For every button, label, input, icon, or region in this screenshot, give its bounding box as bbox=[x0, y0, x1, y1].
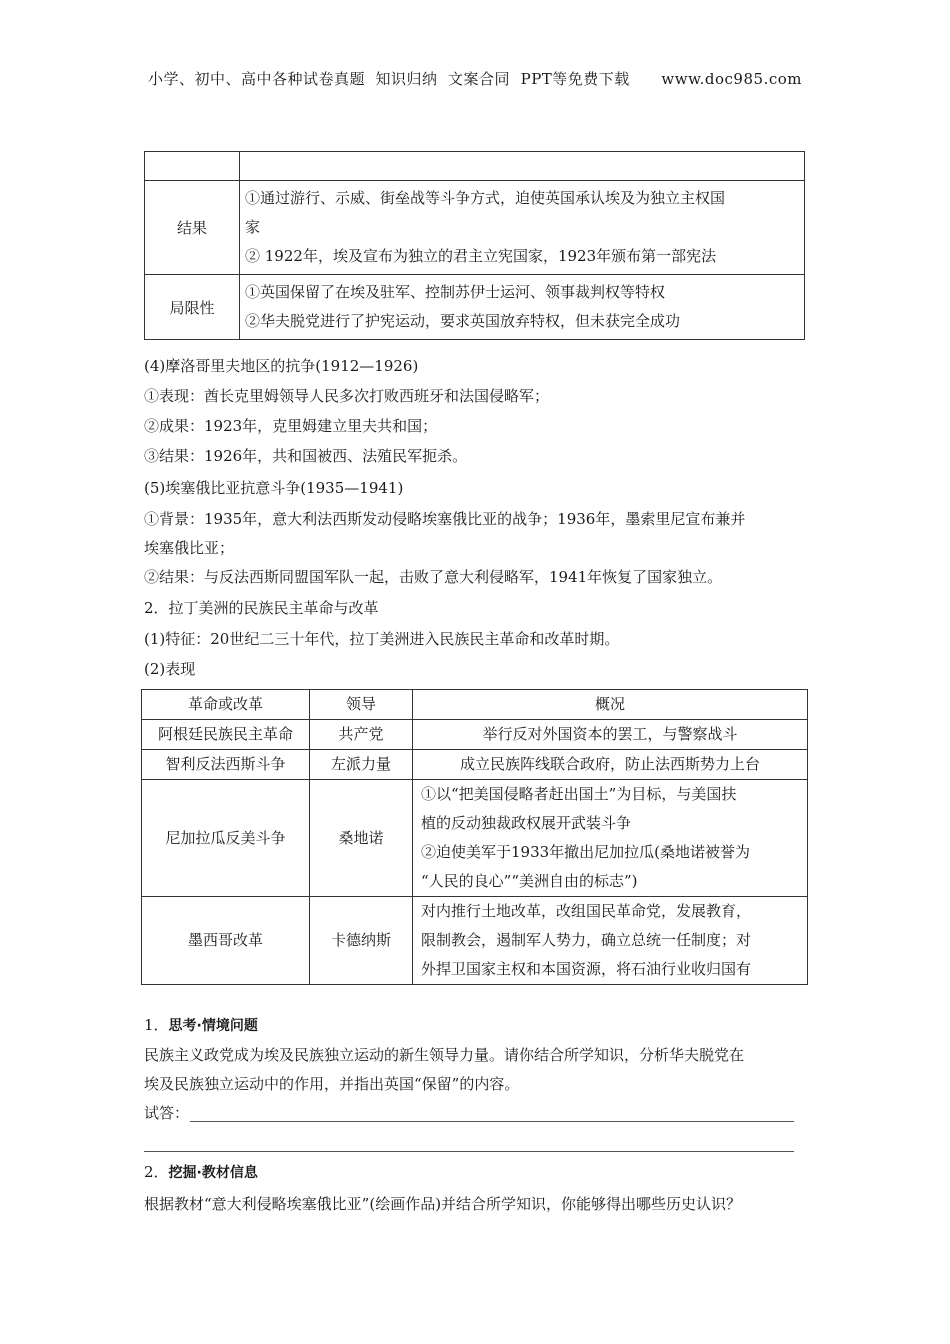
column-header: 概况 bbox=[413, 690, 808, 720]
cell-line: ②华夫脱党进行了护宪运动，要求英国放弃特权，但未获完全成功 bbox=[245, 312, 681, 330]
table-cell: 桑地诺 bbox=[310, 780, 413, 897]
question-title: 挖掘·教材信息 bbox=[168, 1165, 258, 1181]
table-cell bbox=[145, 152, 240, 181]
cell-line: ② 1922年，埃及宣布为独立的君主立宪国家，1923年颁布第一部宪法 bbox=[245, 247, 717, 265]
list-item: ①背景：1935年，意大利法西斯发动侵略埃塞俄比亚的战争；1936年，墨索里尼宣布兼并 bbox=[144, 510, 746, 528]
table-cell: 举行反对外国资本的罢工，与警察战斗 bbox=[413, 720, 808, 750]
table-cell: 共产党 bbox=[310, 720, 413, 750]
table-row bbox=[145, 152, 805, 181]
paragraph: 民族主义政党成为埃及民族独立运动的新生领导力量。请你结合所学知识，分析华夫脱党在 bbox=[144, 1046, 745, 1064]
column-header: 革命或改革 bbox=[142, 690, 310, 720]
cell-line: 对内推行土地改革，改组国民革命党，发展教育， bbox=[421, 902, 752, 920]
table-row bbox=[142, 750, 808, 780]
paragraph: (1)特征：20世纪二三十年代，拉丁美洲进入民族民主革命和改革时期。 bbox=[144, 630, 620, 648]
paragraph: 埃及民族独立运动中的作用，并指出英国“保留”的内容。 bbox=[144, 1075, 520, 1093]
table-row bbox=[142, 780, 808, 897]
paragraph: (2)表现 bbox=[144, 660, 196, 678]
table-cell bbox=[240, 275, 805, 340]
cell-line: ②迫使美军于1933年撤出尼加拉瓜(桑地诺被誉为 bbox=[421, 843, 751, 861]
table-cell: 墨西哥改革 bbox=[142, 897, 310, 985]
question-number: 2． bbox=[144, 1163, 169, 1181]
cell-line: ①以“把美国侵略者赶出国土”为目标，与美国扶 bbox=[421, 785, 737, 803]
list-item: ①表现：酋长克里姆领导人民多次打败西班牙和法国侵略军； bbox=[144, 387, 550, 405]
list-item: ③结果：1926年，共和国被西、法殖民军扼杀。 bbox=[144, 447, 468, 465]
table-cell bbox=[413, 897, 808, 985]
cell-line: ①通过游行、示威、街垒战等斗争方式，迫使英国承认埃及为独立主权国 bbox=[245, 189, 726, 207]
section-title: 2．拉丁美洲的民族民主革命与改革 bbox=[144, 599, 379, 617]
table-header-row bbox=[142, 690, 808, 720]
table-cell: 智利反法西斯斗争 bbox=[142, 750, 310, 780]
section-title: (4)摩洛哥里夫地区的抗争(1912—1926) bbox=[144, 357, 419, 375]
cell-line: “人民的良心”“美洲自由的标志”) bbox=[421, 872, 638, 890]
cell-line: 外捍卫国家主权和本国资源，将石油行业收归国有 bbox=[421, 960, 752, 978]
table-cell bbox=[240, 181, 805, 275]
question-title: 思考·情境问题 bbox=[168, 1018, 258, 1034]
row-label-limitation: 局限性 bbox=[145, 275, 240, 340]
table-row bbox=[142, 897, 808, 985]
row-label-result: 结果 bbox=[145, 181, 240, 275]
column-header: 领导 bbox=[310, 690, 413, 720]
answer-label: 试答： bbox=[144, 1104, 190, 1122]
question-2-heading bbox=[144, 1162, 258, 1183]
table-cell: 阿根廷民族民主革命 bbox=[142, 720, 310, 750]
table-cell bbox=[413, 780, 808, 897]
table-cell: 尼加拉瓜反美斗争 bbox=[142, 780, 310, 897]
answer-line-2[interactable] bbox=[144, 1151, 794, 1152]
table-cell bbox=[240, 152, 805, 181]
question-1-heading bbox=[144, 1015, 258, 1036]
question-number: 1． bbox=[144, 1016, 169, 1034]
page-header: 小学、初中、高中各种试卷真题 知识归纳 文案合同 PPT等免费下载 www.doc985.com bbox=[147, 70, 802, 88]
table-cell: 左派力量 bbox=[310, 750, 413, 780]
answer-line-1[interactable] bbox=[190, 1121, 794, 1122]
cell-line: 限制教会，遏制军人势力，确立总统一任制度；对 bbox=[421, 931, 752, 949]
cell-line: ①英国保留了在埃及驻军、控制苏伊士运河、领事裁判权等特权 bbox=[245, 283, 666, 301]
paragraph: 根据教材“意大利侵略埃塞俄比亚”(绘画作品)并结合所学知识，你能够得出哪些历史认识？ bbox=[144, 1195, 742, 1213]
list-item: 埃塞俄比亚； bbox=[144, 539, 235, 557]
cell-line: 家 bbox=[245, 218, 261, 236]
table-row bbox=[142, 720, 808, 750]
table-cell: 卡德纳斯 bbox=[310, 897, 413, 985]
section-title: (5)埃塞俄比亚抗意斗争(1935—1941) bbox=[144, 479, 404, 497]
table-cell: 成立民族阵线联合政府，防止法西斯势力上台 bbox=[413, 750, 808, 780]
cell-line: 植的反动独裁政权展开武装斗争 bbox=[421, 814, 632, 832]
egypt-table bbox=[144, 151, 805, 340]
table-row bbox=[145, 275, 805, 340]
list-item: ②成果：1923年，克里姆建立里夫共和国； bbox=[144, 417, 438, 435]
list-item: ②结果：与反法西斯同盟国军队一起，击败了意大利侵略军，1941年恢复了国家独立。 bbox=[144, 568, 723, 586]
table-row bbox=[145, 181, 805, 275]
latin-america-table bbox=[141, 689, 808, 985]
